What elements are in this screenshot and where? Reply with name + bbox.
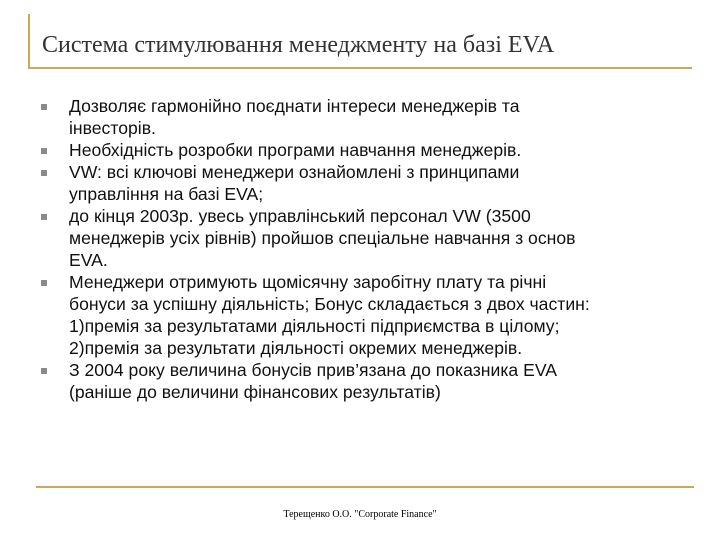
- square-bullet-icon: [41, 214, 47, 220]
- square-bullet-icon: [41, 170, 47, 176]
- bullet-text: до кінця 2003р. увесь управлінський персонал VW (3500 менеджерів усіх рівнів) пройшов спеціальне навчання з основ EVA.: [69, 206, 576, 270]
- bullet-item: [40, 161, 690, 205]
- bullet-text: Менеджери отримують щомісячну заробітну плату та річні бонуси за успішну діяльність; Бонус складається з двох частин: 1)премія за результатами діяльності підприємства в цілому; 2)премія за результати діяльності окремих менеджерів.: [69, 272, 590, 358]
- footer-rule: [36, 486, 694, 488]
- square-bullet-icon: [41, 148, 47, 154]
- title-vertical-rule: [28, 14, 30, 68]
- bullet-item: [40, 271, 690, 359]
- square-bullet-icon: [41, 368, 47, 374]
- bullet-list: [40, 95, 690, 403]
- bullet-text: Дозволяє гармонійно поєднати інтереси менеджерів та інвесторів.: [69, 96, 520, 138]
- bullet-item: [40, 359, 690, 403]
- square-bullet-icon: [41, 280, 47, 286]
- bullet-item: [40, 205, 690, 271]
- bullet-text: З 2004 року величина бонусів прив’язана до показника EVA (раніше до величини фінансових результатів): [69, 360, 557, 402]
- slide-title: Система стимулювання менеджменту на базі EVA: [42, 32, 555, 58]
- bullet-item: [40, 139, 690, 161]
- bullet-item: [40, 95, 690, 139]
- footer-credit: Терещенко О.О. "Corporate Finance": [283, 509, 437, 520]
- bullet-text: VW: всі ключові менеджери ознайомлені з принципами управління на базі EVA;: [69, 162, 520, 204]
- title-horizontal-rule: [28, 67, 692, 69]
- square-bullet-icon: [41, 104, 47, 110]
- bullet-text: Необхідність розробки програми навчання менеджерів.: [69, 140, 522, 160]
